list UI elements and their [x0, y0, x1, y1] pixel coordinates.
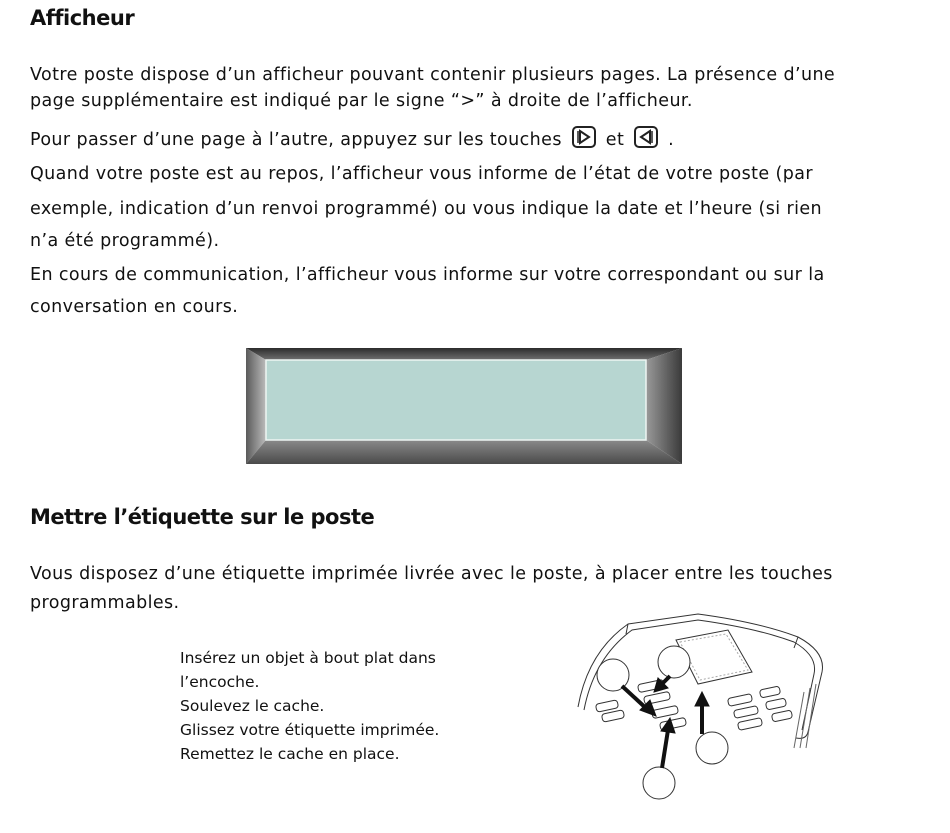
paragraph-text: . [668, 130, 675, 150]
paragraph-line: Vous disposez d’une étiquette imprimée livrée avec le poste, à placer entre les touches [30, 564, 833, 584]
step-line: Remettez le cache en place. [180, 745, 400, 763]
step-line: Insérez un objet à bout plat dans [180, 649, 436, 667]
paragraph-line: exemple, indication d’un renvoi programmé) ou vous indique la date et l’heure (si rien [30, 199, 822, 219]
section-title-afficheur: Afficheur [30, 6, 135, 30]
step-line: Glissez votre étiquette imprimée. [180, 721, 440, 739]
paragraph-line: Votre poste dispose d’un afficheur pouvant contenir plusieurs pages. La présence d’une [30, 65, 836, 85]
paragraph-line: programmables. [30, 593, 180, 613]
page-forward-key-icon [572, 126, 596, 148]
step-line: Soulevez le cache. [180, 697, 325, 715]
label-insertion-illustration [568, 612, 836, 802]
paragraph-text: et [605, 130, 625, 150]
page-back-key-icon [634, 126, 658, 148]
step-line: l’encoche. [180, 673, 260, 691]
display-illustration [246, 348, 682, 464]
paragraph-line-keys [30, 126, 674, 153]
section-title-etiquette: Mettre l’étiquette sur le poste [30, 505, 375, 529]
paragraph-line: Quand votre poste est au repos, l’afficheur vous informe de l’état de votre poste (par [30, 164, 813, 184]
paragraph-line: page supplémentaire est indiqué par le signe “>” à droite de l’afficheur. [30, 91, 693, 111]
paragraph-line: conversation en cours. [30, 297, 239, 317]
instruction-steps [180, 646, 439, 766]
paragraph-line: n’a été programmé). [30, 231, 220, 251]
paragraph-text: Pour passer d’une page à l’autre, appuyez sur les touches [30, 130, 562, 150]
paragraph-line: En cours de communication, l’afficheur vous informe sur votre correspondant ou sur la [30, 265, 825, 285]
